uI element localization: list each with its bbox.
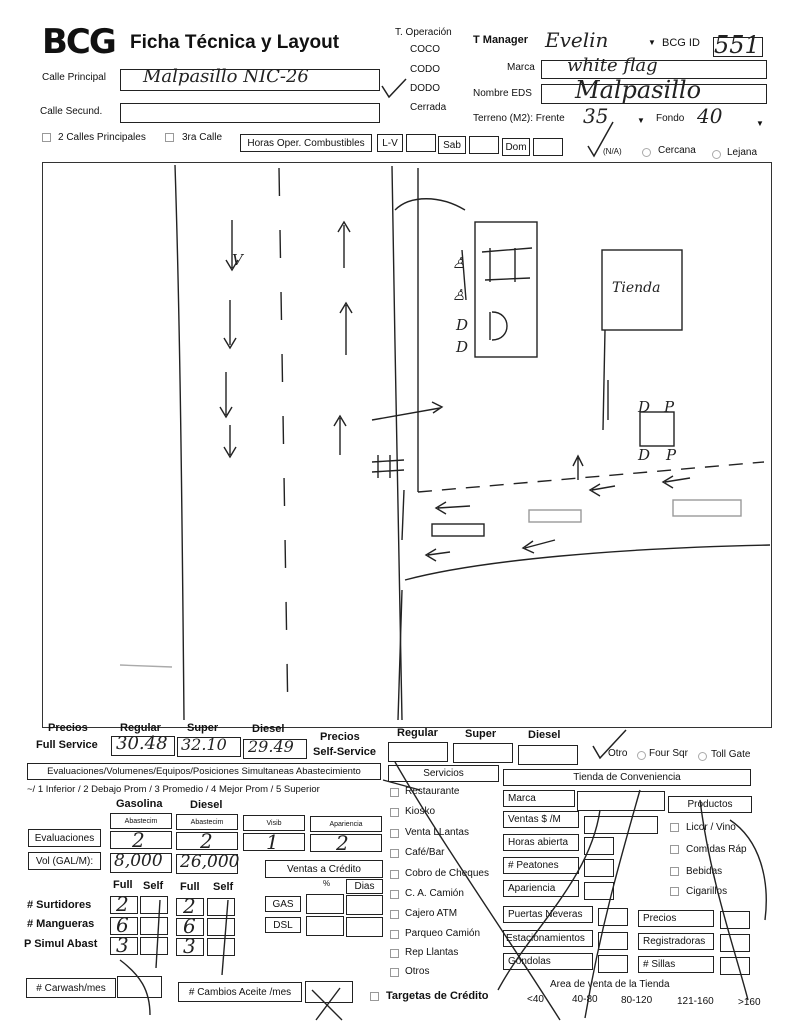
servicio-label-venta-llantas: Venta LLantas xyxy=(405,827,469,838)
servicio-checkbox-venta-llantas[interactable] xyxy=(390,829,399,838)
servicio-label-kiosko: Kiosko xyxy=(405,806,436,817)
servicio-label-cafe-bar: Café/Bar xyxy=(405,847,445,858)
pct-label: % xyxy=(323,879,331,888)
tercera-calle-label: 3ra Calle xyxy=(182,132,223,143)
dsl-credit-pct-field[interactable] xyxy=(306,916,344,936)
producto-label-bebidas: Bebidas xyxy=(686,866,723,877)
dos-calles-checkbox[interactable] xyxy=(42,133,51,142)
diesel-eval-label: Diesel xyxy=(190,799,223,811)
full-super-header: Super xyxy=(187,722,219,734)
self-super-field[interactable] xyxy=(453,743,513,763)
gasolina-label: Gasolina xyxy=(116,798,163,810)
bcg-id-label: BCG ID xyxy=(662,37,700,49)
area-option-40-80[interactable]: 40-80 xyxy=(572,994,598,1005)
nombre-eds-value: Malpasillo xyxy=(575,76,702,104)
calle-principal-label: Calle Principal xyxy=(42,72,106,83)
op-option-cerrada[interactable]: Cerrada xyxy=(410,102,447,113)
horas-oper-label: Horas Oper. Combustibles xyxy=(240,134,372,152)
cercana-label: Cercana xyxy=(658,145,696,156)
calle-secund-field[interactable] xyxy=(120,103,380,123)
servicio-checkbox-restaurante[interactable] xyxy=(390,788,399,797)
full-service-label: Full Service xyxy=(36,739,98,751)
self-diesel-field[interactable] xyxy=(518,745,578,765)
na-label[interactable]: (N/A) xyxy=(603,147,622,156)
svg-text:D: D xyxy=(456,316,469,334)
servicio-checkbox-ca-camion[interactable] xyxy=(390,890,399,899)
ventas-credito-label: Ventas a Crédito xyxy=(265,860,383,878)
calle-secund-label: Calle Secund. xyxy=(40,106,103,117)
gas-credit-pct-field[interactable] xyxy=(306,894,344,914)
gas-full-header: Full xyxy=(113,879,133,891)
self-diesel-header: Diesel xyxy=(528,729,561,741)
mang-gas-self[interactable] xyxy=(140,917,168,935)
horas-abierta-label: Horas abierta xyxy=(503,834,579,851)
carwash-label: # Carwash/mes xyxy=(26,978,116,998)
cambios-aceite-field[interactable] xyxy=(305,981,353,1003)
full-regular-header: Regular xyxy=(120,722,161,734)
dos-calles-label: 2 Calles Principales xyxy=(58,132,146,143)
col-header-dsl-abastecim: Abastecim xyxy=(176,814,238,830)
area-option-lt40[interactable]: <40 xyxy=(527,994,544,1005)
registradoras-label: Registradoras xyxy=(638,933,714,950)
op-option-coco[interactable]: COCO xyxy=(410,44,440,55)
dsl-credit-dias-field[interactable] xyxy=(346,917,383,937)
cercana-radio[interactable] xyxy=(642,148,651,157)
servicio-checkbox-kiosko[interactable] xyxy=(390,808,399,817)
svg-text:♙: ♙ xyxy=(452,254,466,272)
area-option-gt160[interactable]: >160 xyxy=(738,997,761,1008)
peatones-field[interactable] xyxy=(584,859,614,877)
gondolas-field[interactable] xyxy=(598,955,628,973)
producto-label-licor: Licor / Vino xyxy=(686,822,736,833)
op-option-dodo[interactable]: DODO xyxy=(410,83,440,94)
servicio-label-restaurante: Restaurante xyxy=(405,786,460,797)
terreno-label: Terreno (M2): Frente xyxy=(473,113,565,124)
cambios-aceite-label: # Cambios Aceite /mes xyxy=(178,982,302,1002)
calle-principal-value: Malpasillo NIC-26 xyxy=(143,66,309,87)
t-manager-value: Evelin xyxy=(545,28,609,52)
tienda-marca-field[interactable] xyxy=(577,791,665,811)
dom-field[interactable] xyxy=(533,138,563,156)
mang-dsl-full-value: 6 xyxy=(183,914,196,938)
lejana-label: Lejana xyxy=(727,147,758,158)
scale-legend: ~/ 1 Inferior / 2 Debajo Prom / 3 Promedio / 4 Mejor Prom / 5 Superior xyxy=(27,784,320,795)
surt-dsl-self[interactable] xyxy=(207,898,235,916)
eval-apariencia-value: 2 xyxy=(336,831,349,855)
tienda-label: Tienda xyxy=(612,280,661,296)
puertas-neveras-label: Puertas Neveras xyxy=(503,906,593,923)
vol-dsl-value: 26,000 xyxy=(180,852,240,872)
tarjetas-checkbox[interactable] xyxy=(370,992,379,1001)
mangueras-label: # Mangueras xyxy=(27,918,95,930)
otro-label[interactable]: Otro xyxy=(608,748,628,759)
surt-gas-full-value: 2 xyxy=(116,892,129,916)
sab-field[interactable] xyxy=(469,136,499,154)
horas-abierta-field[interactable] xyxy=(584,837,614,855)
evaluaciones-header: Evaluaciones/Volumenes/Equipos/Posiciones Simultaneas Abastecimiento xyxy=(27,763,381,780)
producto-checkbox-cigarillos[interactable] xyxy=(670,887,679,896)
t-manager-label: T Manager xyxy=(473,34,529,46)
bcg-logo: BCG xyxy=(42,22,115,62)
area-venta-label: Area de venta de la Tienda xyxy=(550,979,670,990)
gas-credit-dias-field[interactable] xyxy=(346,895,383,915)
mang-gas-full-value: 6 xyxy=(116,913,129,937)
gondolas-label: Gondolas xyxy=(503,953,593,970)
col-header-visib: Visib xyxy=(243,815,305,831)
full-diesel-header: Diesel xyxy=(252,723,285,735)
full-regular-value: 30.48 xyxy=(116,733,168,754)
mang-dsl-self[interactable] xyxy=(207,918,235,936)
vol-gas-value: 8,000 xyxy=(114,851,163,871)
svg-text:♙: ♙ xyxy=(452,286,466,304)
producto-label-cigarillos: Cigarillos xyxy=(686,886,728,897)
precios-tienda-field[interactable] xyxy=(720,911,750,929)
chevron-down-icon[interactable]: ▼ xyxy=(648,38,656,47)
ventas-field[interactable] xyxy=(584,816,658,834)
servicio-label-rep-llantas: Rep Llantas xyxy=(405,947,459,958)
t-operacion-label: T. Operación xyxy=(395,27,452,38)
productos-label: Productos xyxy=(668,796,752,813)
lv-label: L-V xyxy=(377,134,403,152)
servicio-checkbox-parqueo-camion[interactable] xyxy=(390,930,399,939)
bcg-id-value: 551 xyxy=(714,31,760,59)
self-regular-field[interactable] xyxy=(388,742,448,762)
peatones-label: # Peatones xyxy=(503,857,579,874)
form-title: Ficha Técnica y Layout xyxy=(130,32,340,53)
registradoras-field[interactable] xyxy=(720,934,750,952)
servicio-label-cobro-cheques: Cobro de Cheques xyxy=(405,868,489,879)
vol-row-label: Vol (GAL/M): xyxy=(28,852,101,870)
estacionamientos-label: Estacionamientos xyxy=(503,930,593,947)
svg-text:V: V xyxy=(232,251,243,269)
servicio-label-parqueo-camion: Parqueo Camión xyxy=(405,928,481,939)
servicio-checkbox-cajero-atm[interactable] xyxy=(390,910,399,919)
full-diesel-value: 29.49 xyxy=(248,737,294,756)
svg-text:D: D xyxy=(638,446,651,464)
four-sqr-label: Four Sqr xyxy=(649,748,688,759)
dsl-credit-label: DSL xyxy=(265,917,301,933)
servicio-label-otros: Otros xyxy=(405,966,430,977)
frente-value: 35 xyxy=(583,104,609,128)
eval-gas-value: 2 xyxy=(132,828,145,852)
fondo-value: 40 xyxy=(697,104,723,128)
apariencia-label: Apariencia xyxy=(503,880,579,897)
dias-label: Dias xyxy=(346,879,383,894)
ventas-label: Ventas $ /M xyxy=(503,811,579,828)
sillas-field[interactable] xyxy=(720,957,750,975)
producto-checkbox-bebidas[interactable] xyxy=(670,867,679,876)
toll-gate-radio[interactable] xyxy=(698,752,707,761)
svg-text:D: D xyxy=(456,338,469,356)
carwash-field[interactable] xyxy=(117,976,162,998)
simul-gas-full-value: 3 xyxy=(116,933,129,957)
producto-checkbox-comidas[interactable] xyxy=(670,845,679,854)
layout-drawing-frame xyxy=(42,162,772,728)
four-sqr-radio[interactable] xyxy=(637,751,646,760)
servicio-label-ca-camion: C. A. Camión xyxy=(405,888,464,899)
apariencia-field[interactable] xyxy=(584,882,614,900)
dsl-self-header: Self xyxy=(213,881,234,893)
servicio-checkbox-rep-llantas[interactable] xyxy=(390,949,399,958)
precios-tienda-label: Precios xyxy=(638,910,714,927)
simul-dsl-full-value: 3 xyxy=(183,934,196,958)
dodo-checkmark-icon xyxy=(380,78,410,100)
dom-label: Dom xyxy=(502,138,530,156)
tienda-header: Tienda de Conveniencia xyxy=(503,769,751,786)
producto-label-comidas: Comidas Ráp xyxy=(686,844,747,855)
col-header-apariencia: Apariencia xyxy=(310,816,382,832)
servicio-label-cajero-atm: Cajero ATM xyxy=(405,908,458,919)
self-precios-label: Precios xyxy=(320,731,360,743)
tarjetas-label: Targetas de Crédito xyxy=(386,990,489,1002)
surt-dsl-full-value: 2 xyxy=(183,894,196,918)
nombre-eds-label: Nombre EDS xyxy=(473,88,532,99)
precios-label: Precios xyxy=(48,722,88,734)
eval-dsl-value: 2 xyxy=(200,829,213,853)
sillas-label: # Sillas xyxy=(638,956,714,973)
evaluaciones-row-label: Evaluaciones xyxy=(28,829,101,847)
full-super-value: 32.10 xyxy=(181,735,227,754)
tienda-marca-label: Marca xyxy=(503,790,575,807)
surtidores-label: # Surtidores xyxy=(27,899,92,911)
dsl-full-header: Full xyxy=(180,881,200,893)
lejana-radio[interactable] xyxy=(712,150,721,159)
sab-label: Sab xyxy=(438,136,466,154)
marca-label: Marca xyxy=(507,62,535,73)
svg-text:P: P xyxy=(666,446,677,464)
gas-self-header: Self xyxy=(143,880,164,892)
svg-text:D: D xyxy=(638,398,651,416)
area-option-121-160[interactable]: 121-160 xyxy=(677,996,714,1007)
chevron-down-icon[interactable]: ▼ xyxy=(637,116,645,125)
col-header-gas-abastecim: Abastecim xyxy=(110,813,172,829)
eval-visib-value: 1 xyxy=(266,830,279,854)
toll-gate-label: Toll Gate xyxy=(711,749,751,760)
puertas-neveras-field[interactable] xyxy=(598,908,628,926)
servicio-checkbox-cafe-bar[interactable] xyxy=(390,849,399,858)
producto-checkbox-licor[interactable] xyxy=(670,823,679,832)
self-regular-header: Regular xyxy=(397,727,438,739)
self-service-label: Self-Service xyxy=(313,746,376,758)
marca-value: white flag xyxy=(567,55,658,76)
fondo-label: Fondo xyxy=(656,113,685,124)
svg-text:P: P xyxy=(664,398,675,416)
chevron-down-icon[interactable]: ▼ xyxy=(756,119,764,128)
lv-field[interactable] xyxy=(406,134,436,152)
simul-dsl-self[interactable] xyxy=(207,938,235,956)
simul-gas-self[interactable] xyxy=(140,937,168,955)
op-option-codo[interactable]: CODO xyxy=(410,64,440,75)
estacionamientos-field[interactable] xyxy=(598,932,628,950)
servicio-checkbox-cobro-cheques[interactable] xyxy=(390,870,399,879)
area-option-80-120[interactable]: 80-120 xyxy=(621,995,653,1006)
tercera-calle-checkbox[interactable] xyxy=(165,133,174,142)
servicios-header: Servicios xyxy=(388,765,499,782)
self-super-header: Super xyxy=(465,728,497,740)
simul-label: P Simul Abast xyxy=(24,938,98,950)
gas-credit-label: GAS xyxy=(265,896,301,912)
surt-gas-self[interactable] xyxy=(140,896,168,914)
servicio-checkbox-otros[interactable] xyxy=(390,968,399,977)
